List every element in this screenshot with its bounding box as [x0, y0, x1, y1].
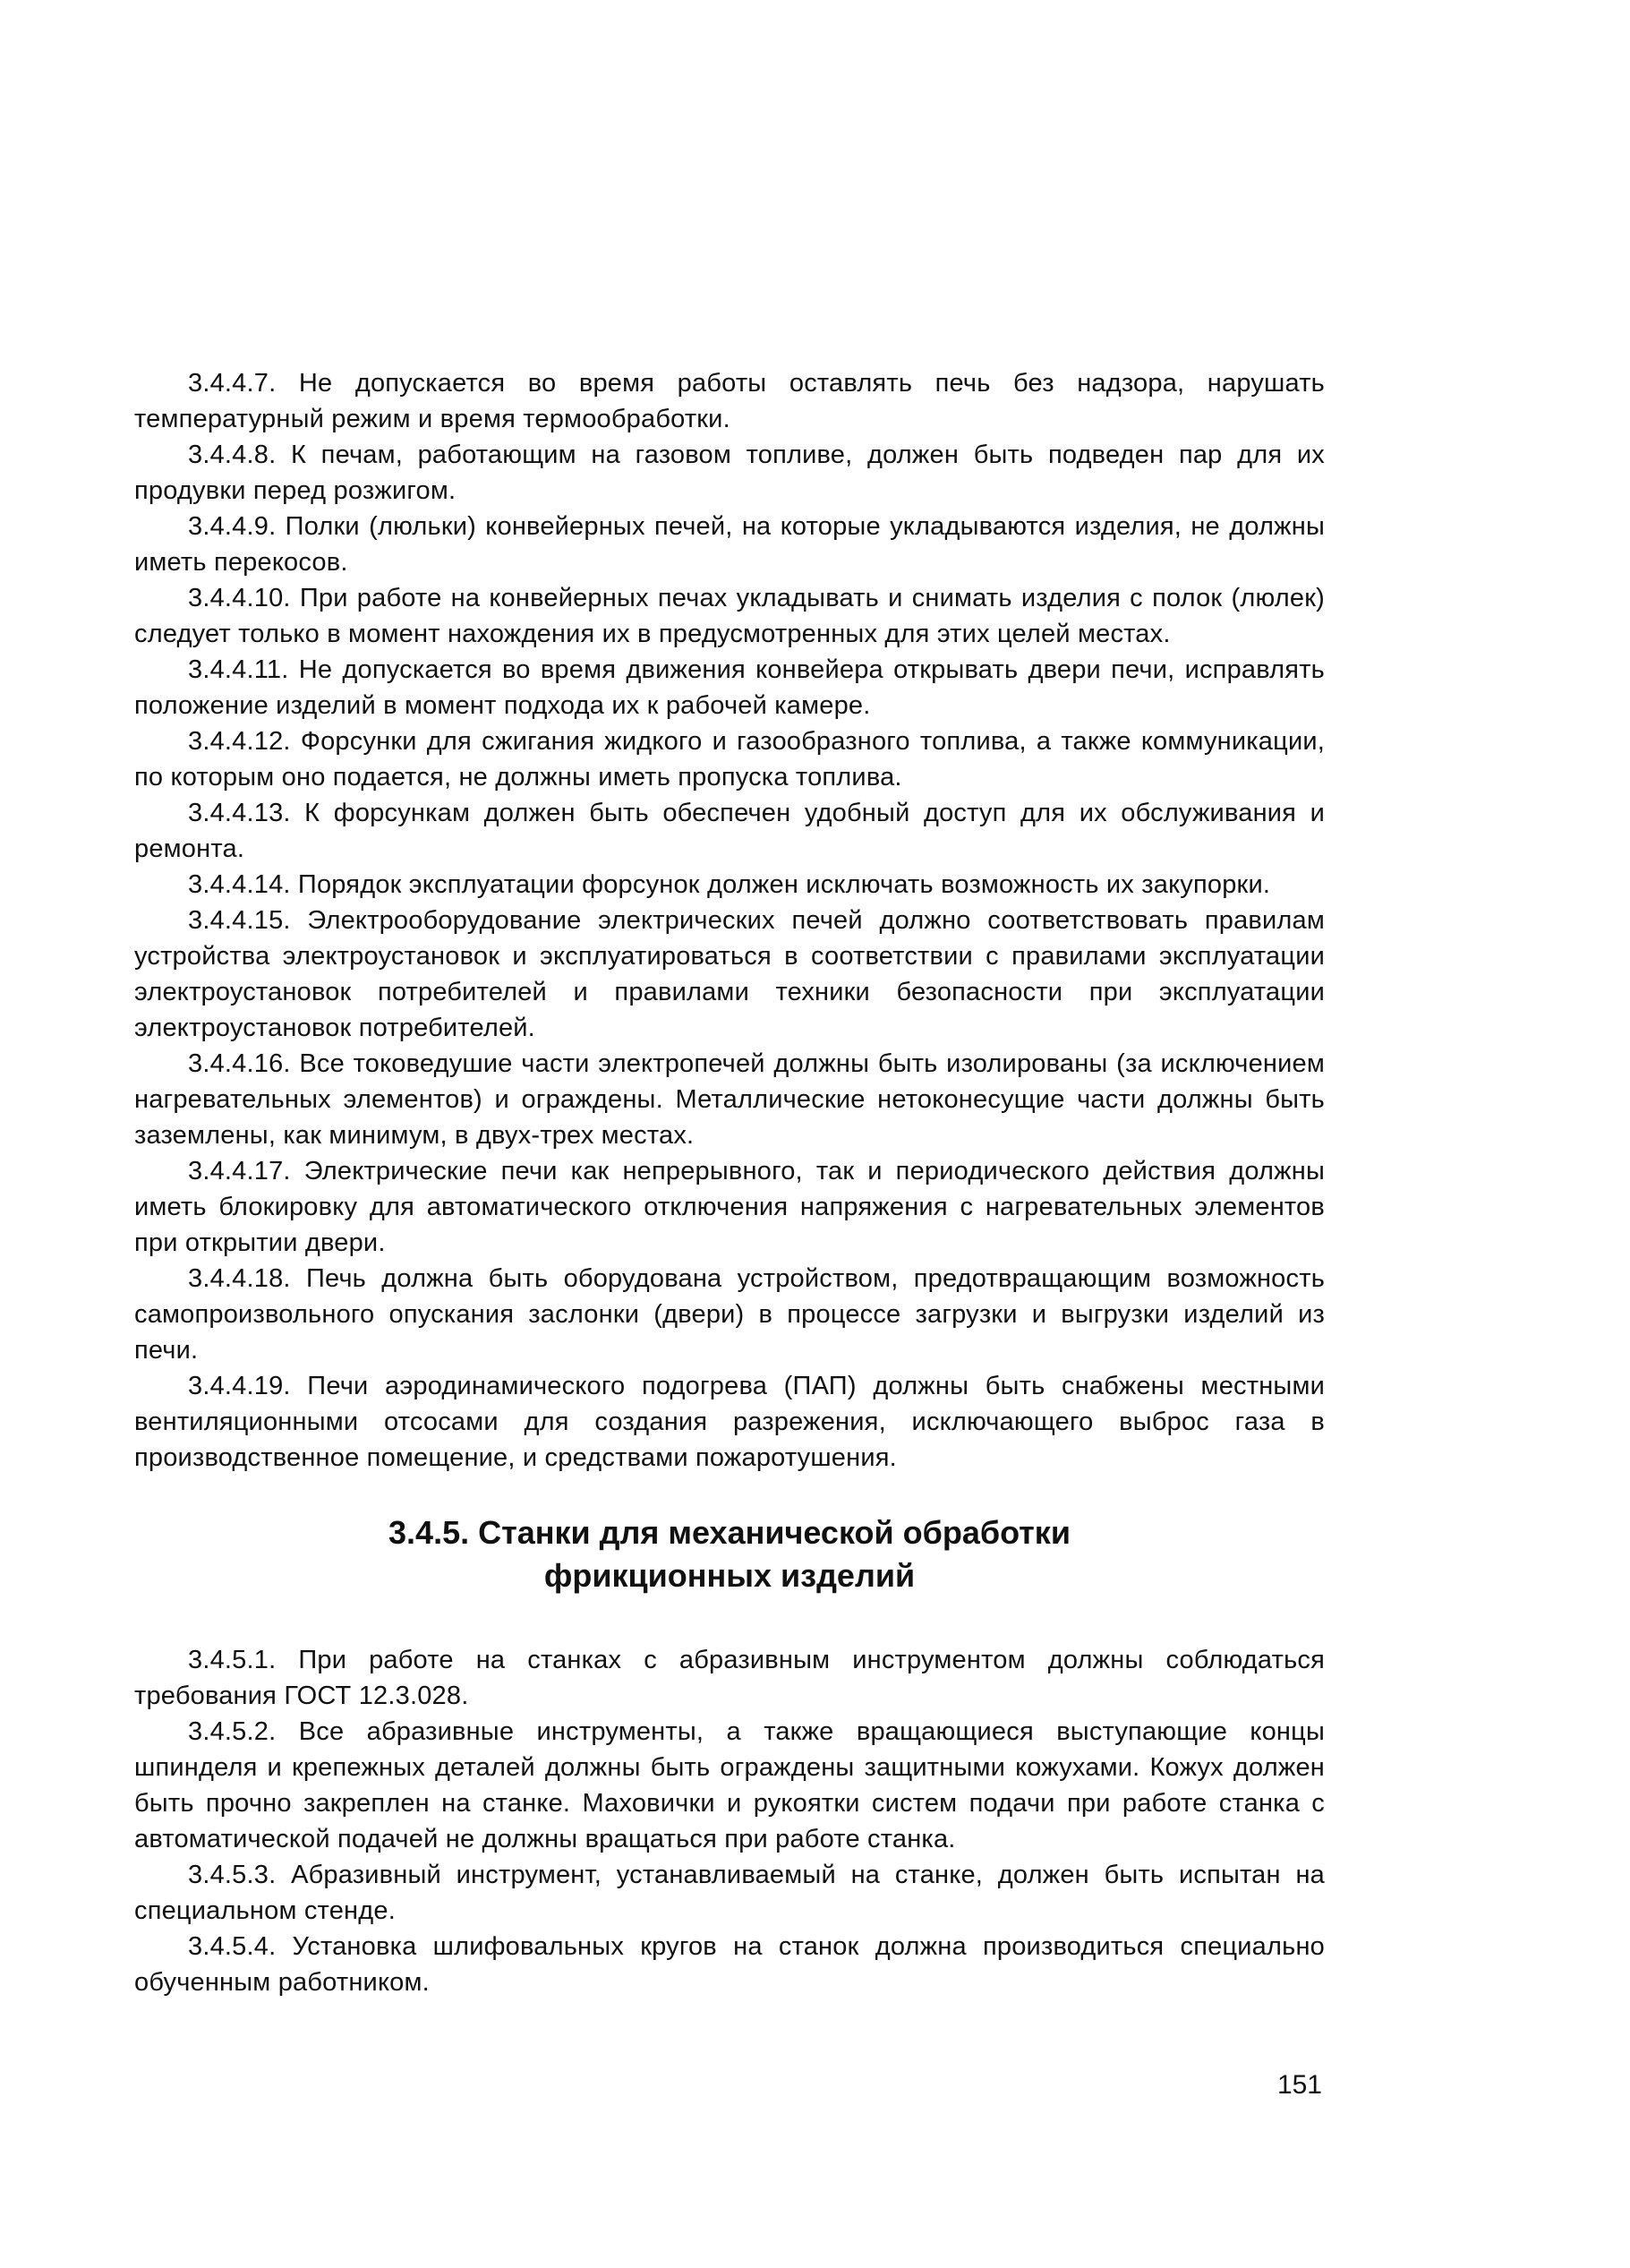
paragraph-3-4-4-16: 3.4.4.16. Все токоведушие части электропечей должны быть изолированы (за исключением нагревательных элементов) и ограждены. Металлические нетоконесущие части должны быть заземлены, как минимум, в двух-трех местах. [134, 1049, 1325, 1150]
paragraph-3-4-4-17: 3.4.4.17. Электрические печи как непрерывного, так и периодического действия должны иметь блокировку для автоматического отключения напряжения с нагревательных элементов при открытии двери. [134, 1157, 1325, 1257]
section-heading-line-2: фрикционных изделий [543, 1557, 916, 1594]
paragraph-3-4-4-8: 3.4.4.8. К печам, работающим на газовом топливе, должен быть подведен пар для их продувки перед розжигом. [134, 441, 1325, 505]
body-text [134, 365, 1325, 2000]
section-heading [134, 1511, 1325, 1597]
paragraph-3-4-4-12: 3.4.4.12. Форсунки для сжигания жидкого и газообразного топлива, а также коммуникации, по которым оно подается, не должны иметь пропуска топлива. [134, 727, 1325, 792]
paragraph-3-4-4-19: 3.4.4.19. Печи аэродинамического подогрева (ПАП) должны быть снабжены местными вентиляционными отсосами для создания разрежения, исключающего выброс газа в производственное помещение, и средствами пожаротушения. [134, 1372, 1325, 1472]
section-heading-line-1: 3.4.5. Станки для механической обработки [388, 1514, 1071, 1551]
page-number: 151 [1276, 2070, 1322, 2100]
paragraph-3-4-4-13: 3.4.4.13. К форсункам должен быть обеспечен удобный доступ для их обслуживания и ремонта. [134, 799, 1325, 863]
paragraph-3-4-5-3: 3.4.5.3. Абразивный инструмент, устанавливаемый на станке, должен быть испытан на специальном стенде. [134, 1861, 1325, 1925]
paragraph-3-4-4-18: 3.4.4.18. Печь должна быть оборудована устройством, предотвращающим возможность самопроизвольного опускания заслонки (двери) в процессе загрузки и выгрузки изделий из печи. [134, 1264, 1325, 1365]
paragraph-3-4-4-11: 3.4.4.11. Не допускается во время движения конвейера открывать двери печи, исправлять положение изделий в момент подхода их к рабочей камере. [134, 655, 1325, 720]
paragraph-3-4-4-7: 3.4.4.7. Не допускается во время работы оставлять печь без надзора, нарушать температурный режим и время термообработки. [134, 369, 1325, 433]
paragraph-3-4-4-15: 3.4.4.15. Электрооборудование электрических печей должно соответствовать правилам устройства электроустановок и эксплуатироваться в соответствии с правилами эксплуатации электроустановок потребителей и правилами техники безопасности при эксплуатации электроустановок потребителей. [134, 906, 1325, 1042]
paragraph-3-4-4-14: 3.4.4.14. Порядок эксплуатации форсунок должен исключать возможность их закупорки. [188, 870, 1271, 899]
paragraph-3-4-4-9: 3.4.4.9. Полки (люльки) конвейерных печей, на которые укладываются изделия, не должны иметь перекосов. [134, 512, 1325, 577]
paragraph-3-4-4-10: 3.4.4.10. При работе на конвейерных печах укладывать и снимать изделия с полок (люлек) следует только в момент нахождения их в предусмотренных для этих целей местах. [134, 584, 1325, 648]
paragraph-3-4-5-4: 3.4.5.4. Установка шлифовальных кругов на станок должна производиться специально обученным работником. [134, 1932, 1325, 1997]
paragraph-3-4-5-1: 3.4.5.1. При работе на станках с абразивным инструментом должны соблюдаться требования ГОСТ 12.3.028. [134, 1646, 1325, 1710]
paragraph-3-4-5-2: 3.4.5.2. Все абразивные инструменты, а также вращающиеся выступающие концы шпинделя и крепежных деталей должны быть ограждены защитными кожухами. Кожух должен быть прочно закреплен на станке. Маховички и рукоятки систем подачи при работе станка с автоматической подачей не должны вращаться при работе станка. [134, 1717, 1325, 1853]
